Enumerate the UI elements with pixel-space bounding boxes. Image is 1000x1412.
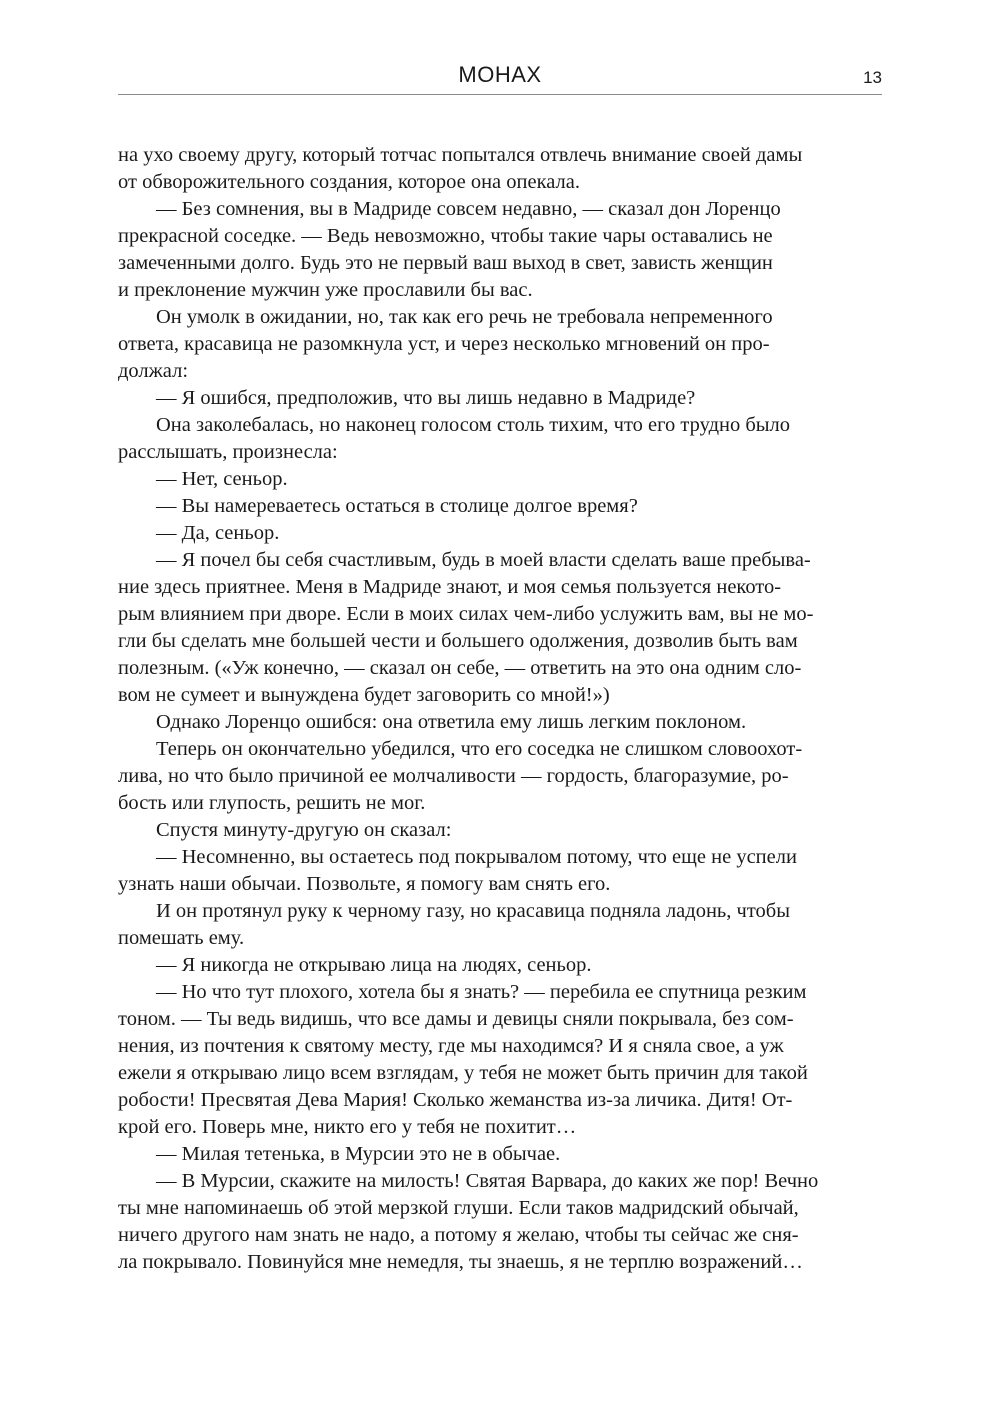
paragraph: — В Мурсии, скажите на милость! Святая Варвара, до каких же пор! Вечно ты мне напоминаешь об этой мерзкой глуши. Если таков мадридский обычай, ничего другого нам знать не надо, а потому я желаю, чтобы ты сейчас же сня- ла покрывало. Повинуйся мне немедля, ты знаешь, я не терплю возражений… [118, 1170, 819, 1273]
running-title: МОНАХ [458, 62, 542, 87]
paragraph: — Милая тетенька, в Мурсии это не в обычае. [156, 1143, 561, 1165]
paragraph: — Я никогда не открываю лица на людях, сеньор. [156, 954, 592, 976]
paragraph: Он умолк в ожидании, но, так как его речь не требовала непременного ответа, красавица не разомкнула уст, и через несколько мгновений он про- должал: [118, 306, 773, 382]
running-head [118, 60, 882, 94]
paragraph: Она заколебалась, но наконец голосом столь тихим, что его трудно было расслышать, произнесла: [118, 414, 791, 463]
paragraph: — Но что тут плохого, хотела бы я знать? — перебила ее спутница резким тоном. — Ты ведь видишь, что все дамы и девицы сняли покрывала, без сом- нения, из почтения к святому месту, где мы находимся? И я сняла свое, а уж ежели я открываю лицо всем взглядам, у тебя не может быть причин для такой робости! Пресвятая Дева Мария! Сколько жеманства из-за личика. Дитя! От- крой его. Поверь мне, никто его у тебя не похитит… [118, 981, 808, 1138]
paragraph: — Я ошибся, предположив, что вы лишь недавно в Мадриде? [156, 387, 696, 409]
paragraph: — Вы намереваетесь остаться в столице долгое время? [156, 495, 638, 517]
paragraph: — Несомненно, вы остаетесь под покрывалом потому, что еще не успели узнать наши обычаи. Позвольте, я помогу вам снять его. [118, 846, 797, 895]
paragraph: Спустя минуту-другую он сказал: [156, 819, 452, 841]
header-rule [118, 94, 882, 95]
paragraph: Теперь он окончательно убедился, что его соседка не слишком словоохот- лива, но что было причиной ее молчаливости — гордость, благоразумие, ро- бость или глупость, решить не мог. [118, 738, 803, 814]
paragraph: Однако Лоренцо ошибся: она ответила ему лишь легким поклоном. [156, 711, 747, 733]
paragraph: — Нет, сеньор. [156, 468, 288, 490]
paragraph: И он протянул руку к черному газу, но красавица подняла ладонь, чтобы помешать ему. [118, 900, 790, 949]
paragraph: — Без сомнения, вы в Мадриде совсем недавно, — сказал дон Лоренцо прекрасной соседке. — Ведь невозможно, чтобы такие чары оставались не замеченными долго. Будь это не первый ваш выход в свет, зависть женщин и преклонение мужчин уже прославили бы вас. [118, 198, 781, 301]
paragraph: — Я почел бы себя счастливым, будь в моей власти сделать ваше пребыва- ние здесь приятнее. Меня в Мадриде знают, и моя семья пользуется некото- рым влиянием при дворе. Если в моих силах чем-либо услужить вам, вы не мо- гли бы сделать мне большей чести и большего одолжения, дозволив быть вам полезным. («Уж конечно, — сказал он себе, — ответить на это она одним сло- вом не сумеет и вынуждена будет заговорить со мной!») [118, 549, 814, 706]
paragraph: на ухо своему другу, который тотчас попытался отвлечь внимание своей дамы от обворожительного создания, которое она опекала. [118, 144, 803, 193]
paragraph: — Да, сеньор. [156, 522, 280, 544]
body-text [118, 142, 884, 1276]
page-number: 13 [863, 68, 882, 87]
